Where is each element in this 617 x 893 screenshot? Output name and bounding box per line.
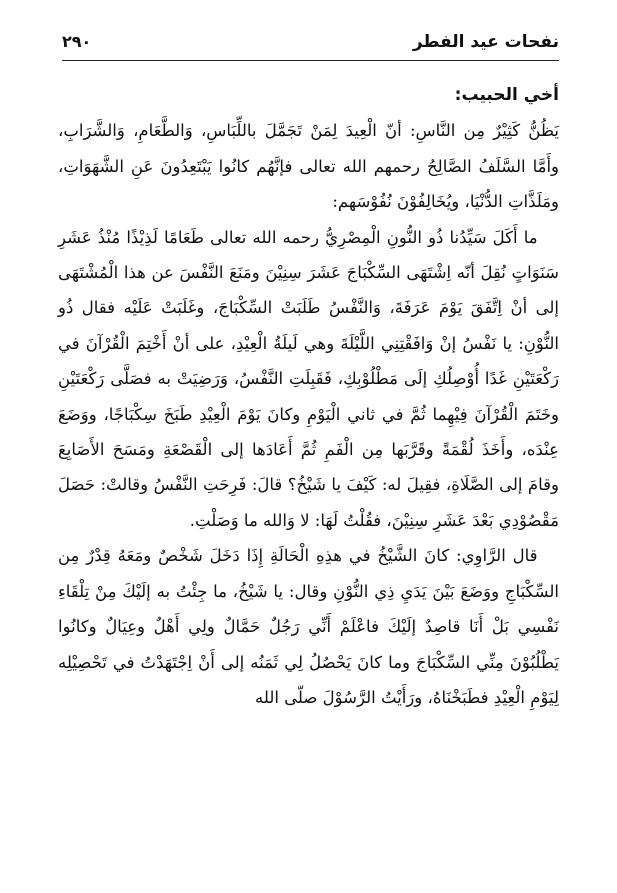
paragraph-1: يَظُنُّ كَثِيْرٌ مِن النَّاسِ: أنّ الْعِيدَ لِمَنْ تَجَمَّلَ باللِّبَاسِ، وَالطَّعَامِ، وَالشَّرَابِ، وأَمَّا السَّلَفُ الصَّالِحُ رحمهم الله تعالى فإنَّهُم كانُوا يَبْتَعِدُونَ عَنِ الشَّهَوَاتِ، ومَلَذَّاتِ الدُّنْيَا، ويُخَالِفُوْنَ نُفُوْسَهم: [58, 121, 559, 212]
running-title: نفحات عيد الفطر [412, 32, 559, 52]
paragraph-2: ما أَكَلَ سَيِّدُنا ذُو النُّونِ الْمِصْرِيُّ رحمه الله تعالى طَعَامًا لَذِيْذًا مُنْذُ عَشَرِ سَنَوَاتٍ نُقِلَ أنّه اِشْتَهَى السِّكْبَاجَ عَشَرَ سِنِيْنَ ومَنَعَ النَّفْسَ عن هذا الْمُشْتَهَى إلى أنْ اِتَّفَقَ يَوْمَ عَرَفَةَ، وَالنَّفْسُ طَلَبَتْ السِّكْبَاجَ، وغَلَبَتْ عَلَيْه فقال ذُو النُّوْنِ: يا نَفْسُ إنْ وَافَقْتِنِي اللَّيْلَةَ وهي لَيلَةُ الْعِيْدِ، على أنْ أَخْتِمَ الْقُرْآنَ في رَكْعَتَيْنِ غَدًا أُوْصِلُكِ إلَى مَطْلُوْبِكِ، فَقَبِلَتِ النَّفْسُ، وَرَضِيَتْ به فصَلَّى رَكْعَتَيْنِ وخَتَمَ الْقُرْآنَ فِيْهِما ثُمَّ في ثاني الْيَوْمِ وكانَ يَوْمَ الْعِيْدِ طَبَخَ سِكْبَاجًا، ووَضَعَ عِنْدَه، وأَخَذَ لُقْمَةً وقَرَّبَها مِن الْفَمِ ثُمَّ أَعَادَها إلى الْقَصْعَةِ ومَسَحَ الأَصَابِعَ وقامَ إلى الصَّلَاةِ، فقِيلَ له: كَيْفَ يا شَيْخُ؟ قالَ: فَرِحَتِ النَّفْسُ وقالتْ: حَصَلَ مَقْصُوْدِي بَعْدَ عَشَرِ سِنِيْنَ، فقُلْتُ لَهَا: لا وَالله ما وَصَلْتِ. [58, 227, 559, 530]
section-heading: أخي الحبيب: [454, 85, 559, 105]
page-header [62, 30, 559, 61]
page-number: ٢٩٠ [62, 32, 92, 51]
paragraph-3: قال الرَّاوِي: كانَ الشَّيْخُ في هذِهِ الْحَالَةِ إِذَا دَخَلَ شَخْصٌ ومَعَهُ قِدْرٌ مِن السِّكْبَاجِ ووَضَعَ بَيْنَ يَدَيِ ذِي النُّوْنِ وقال: يا شَيْخُ، ما جِئْتُ به إلَيْكَ مِنْ تِلْقَاءِ نَفْسِي بَلْ أَنَا قاصِدٌ إلَيْكَ فاعْلَمْ أَنِّي رَجُلٌ حَمَّالٌ ولِي أَهْلٌ وعِيَالٌ وكانُوا يَطْلُبُوْنَ مِنِّي السِّكْبَاجَ وما كانَ يَحْصُلُ لِي ثَمَنُه إلى أَنْ اِجْتَهَدْتُ في تَحْصِيْلِه لِيَوْمِ الْعِيْدِ فطَبَخْنَاهُ، ورَأَيْتُ الرَّسُوْلَ صلّى الله [58, 546, 559, 707]
page-body [58, 78, 559, 715]
